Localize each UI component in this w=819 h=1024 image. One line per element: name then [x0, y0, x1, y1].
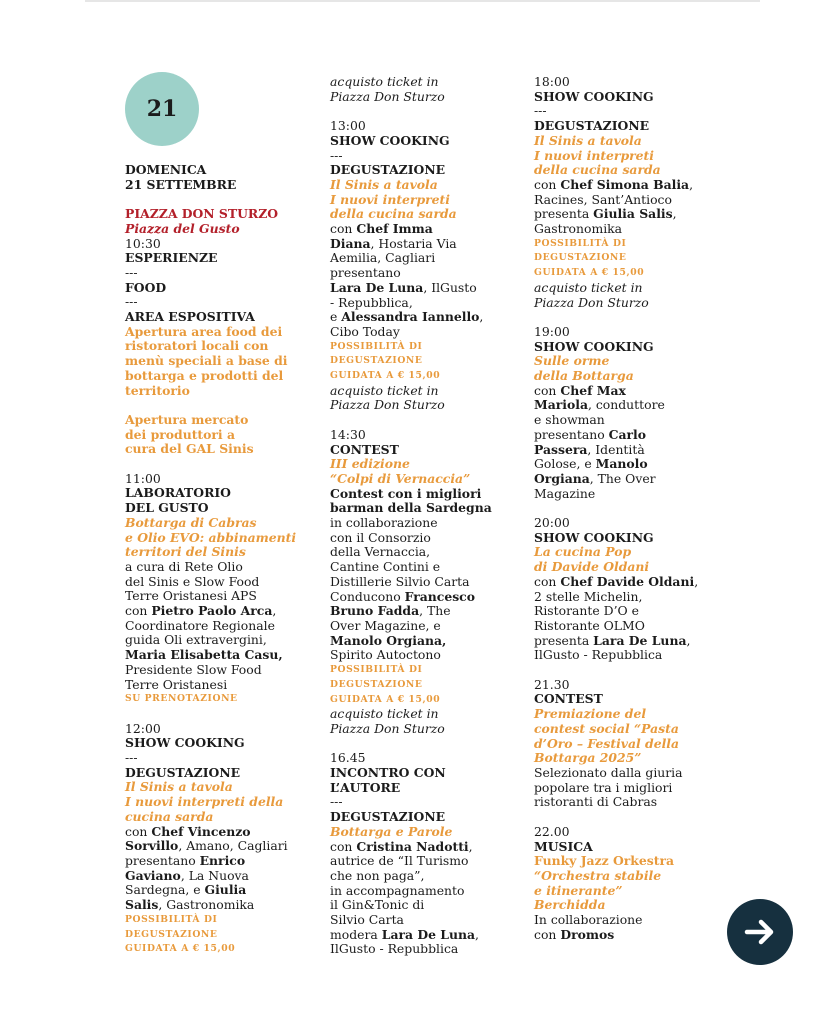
program-line — [330, 928, 520, 943]
program-line: DEL GUSTO — [125, 500, 209, 516]
text-segment: presentano — [534, 426, 609, 442]
program-line: autrice de “Il Turismo — [330, 853, 469, 869]
program-line — [534, 472, 734, 487]
program-line: Piazza Don Sturzo — [330, 88, 445, 104]
program-line: MUSICA — [534, 838, 593, 854]
program-line: In collaborazione — [534, 912, 643, 928]
program-line: 13:00 — [330, 118, 366, 134]
program-line: I nuovi interpreti — [534, 147, 654, 163]
program-line: 19:00 — [534, 323, 570, 339]
text-segment: , — [686, 632, 691, 648]
program-line: Il Sinis a tavola — [125, 779, 233, 795]
program-line: e Olio EVO: abbinamenti — [125, 529, 297, 545]
program-line: Gastronomika — [534, 221, 623, 237]
program-line: popolare tra i migliori — [534, 779, 673, 795]
program-line: III edizione — [330, 456, 410, 472]
program-line: dei produttori a — [125, 426, 235, 442]
program-column-1 — [125, 163, 310, 957]
text-segment: presenta — [534, 632, 594, 648]
text-segment: , — [672, 206, 677, 222]
text-segment: , Gastronomika — [158, 897, 255, 913]
program-line: Cantine Contini e — [330, 559, 441, 575]
bold-name: Chef Vincenzo — [151, 823, 251, 839]
bold-name: Manolo — [595, 456, 648, 472]
program-line: in accompagnamento — [330, 882, 465, 898]
text-segment: con — [534, 176, 561, 192]
program-line: DEGUSTAZIONE — [330, 809, 446, 825]
program-line — [330, 590, 520, 605]
program-line — [125, 869, 310, 884]
program-line: DEGUSTAZIONE — [330, 678, 423, 690]
program-line: SHOW COOKING — [330, 132, 450, 148]
program-line — [125, 839, 310, 854]
program-line: --- — [534, 103, 547, 119]
program-line — [534, 457, 734, 472]
text-segment: con — [125, 603, 152, 619]
program-line: bottarga e prodotti del — [125, 367, 284, 383]
spacer — [534, 501, 734, 516]
program-line: Ristorante D’O e — [534, 603, 639, 619]
program-line: POSSIBILITÀ DI — [330, 340, 423, 352]
program-line: SHOW COOKING — [534, 529, 654, 545]
program-line: barman della Sardegna — [330, 500, 492, 516]
program-line: Silvio Carta — [330, 912, 404, 928]
program-line: 16.45 — [330, 750, 366, 766]
program-line — [534, 443, 734, 458]
spacer — [125, 398, 310, 413]
program-line: acquisto ticket in — [330, 706, 439, 722]
program-line: POSSIBILITÀ DI — [330, 664, 423, 676]
program-line: “Colpi di Vernaccia” — [330, 470, 471, 486]
bold-name: Chef Imma — [356, 221, 433, 237]
day-number: 21 — [146, 96, 178, 122]
top-divider — [85, 0, 760, 2]
program-line: SHOW COOKING — [534, 88, 654, 104]
program-line: Piazza Don Sturzo — [330, 397, 445, 413]
program-line: DOMENICA — [125, 162, 207, 177]
text-segment: Golose, e — [534, 456, 596, 472]
program-line: acquisto ticket in — [534, 279, 643, 295]
program-line: 11:00 — [125, 470, 161, 486]
program-line: della cucina sarda — [330, 206, 457, 222]
program-line — [534, 398, 734, 413]
program-line: Over Magazine, e — [330, 617, 441, 633]
bold-name: Gaviano — [125, 867, 181, 883]
bold-name: Giulia — [204, 882, 247, 898]
program-line: Spirito Autoctono — [330, 647, 441, 663]
program-line: della Bottarga — [534, 368, 634, 384]
program-line: Piazza del Gusto — [125, 220, 240, 236]
spacer — [534, 310, 734, 325]
program-line: a cura di Rete Olio — [125, 558, 243, 574]
program-line — [125, 604, 310, 619]
program-line — [534, 207, 734, 222]
program-line: ristoranti di Cabras — [534, 794, 658, 810]
program-line: IlGusto - Repubblica — [330, 941, 459, 957]
program-line: 12:00 — [125, 720, 161, 736]
bold-name: Lara De Luna — [593, 632, 687, 648]
text-segment: , Hostaria Via — [370, 235, 457, 251]
program-line: Berchidda — [534, 897, 606, 913]
program-line: --- — [125, 264, 138, 280]
spacer — [125, 192, 310, 207]
bold-name: Passera — [534, 441, 588, 457]
program-line: - Repubblica, — [330, 294, 413, 310]
program-line — [330, 222, 520, 237]
program-line: d’Oro – Festival della — [534, 735, 680, 751]
program-line: GUIDATA A € 15,00 — [330, 370, 441, 382]
program-line: Selezionato dalla giuria — [534, 765, 683, 780]
text-segment: , Amano, Cagliari — [178, 838, 288, 854]
program-line: DEGUSTAZIONE — [125, 764, 241, 780]
program-line: acquisto ticket in — [330, 382, 439, 398]
program-line: Terre Oristanesi — [125, 676, 228, 692]
program-line: 21 SETTEMBRE — [125, 176, 237, 192]
program-line: CONTEST — [330, 441, 399, 457]
program-line — [125, 883, 310, 898]
text-segment: , — [694, 573, 699, 589]
program-line: Aemilia, Cagliari — [330, 250, 436, 266]
text-segment: modera — [330, 926, 382, 942]
program-line: Magazine — [534, 485, 596, 501]
text-segment: , — [689, 176, 694, 192]
program-line: --- — [125, 294, 138, 310]
program-line: ristoratori locali con — [125, 338, 269, 354]
program-line: Maria Elisabetta Casu, — [125, 647, 283, 663]
text-segment: presentano — [125, 852, 200, 868]
spacer — [330, 104, 520, 119]
bold-name: Pietro Paolo Arca — [151, 603, 273, 619]
program-line: ESPERIENZE — [125, 250, 218, 266]
program-line: LABORATORIO — [125, 485, 231, 501]
program-line: 20:00 — [534, 515, 570, 531]
program-line: Manolo Orgiana, — [330, 632, 447, 648]
bold-name: Chef Davide Oldani — [560, 573, 695, 589]
program-line — [330, 840, 520, 855]
program-line: di Davide Oldani — [534, 559, 650, 575]
text-segment: , Identità — [587, 441, 645, 457]
program-line: SHOW COOKING — [125, 735, 245, 751]
program-line — [330, 310, 520, 325]
program-line: della cucina sarda — [534, 162, 661, 178]
program-line: I nuovi interpreti — [330, 191, 450, 207]
program-line: cura del GAL Sinis — [125, 441, 254, 457]
program-line: Sulle orme — [534, 353, 610, 369]
program-line: Bottarga 2025” — [534, 750, 642, 766]
program-line: Coordinatore Regionale — [125, 617, 275, 633]
program-line: e itinerante” — [534, 882, 623, 898]
program-line: il Gin&Tonic di — [330, 897, 425, 913]
program-line: e showman — [534, 412, 605, 428]
program-line: Bottarga e Parole — [330, 823, 453, 839]
program-line: DEGUSTAZIONE — [534, 118, 650, 134]
program-line: SHOW COOKING — [534, 338, 654, 354]
bold-name: Orgiana — [534, 470, 590, 486]
program-line: presentano — [330, 265, 401, 281]
program-line: --- — [330, 794, 343, 810]
program-line: PIAZZA DON STURZO — [125, 206, 279, 222]
program-line: La cucina Pop — [534, 544, 632, 560]
program-line: Cibo Today — [330, 323, 400, 339]
program-line — [125, 825, 310, 840]
program-line: Bottarga di Cabras — [125, 514, 257, 530]
program-line: Funky Jazz Orkestra — [534, 853, 675, 869]
text-segment: con — [330, 221, 357, 237]
text-segment: , IlGusto — [423, 279, 477, 295]
program-line: territorio — [125, 382, 190, 398]
text-segment: Sardegna, e — [125, 882, 205, 898]
text-segment: , conduttore — [587, 397, 665, 413]
program-line: “Orchestra stabile — [534, 867, 662, 883]
bold-name: Lara De Luna — [381, 926, 476, 942]
program-line: FOOD — [125, 279, 167, 295]
bold-name: Diana — [330, 235, 371, 251]
program-line: Presidente Slow Food — [125, 661, 262, 677]
program-line: 18:00 — [534, 74, 570, 89]
program-line — [125, 898, 310, 913]
program-line: DEGUSTAZIONE — [125, 928, 218, 940]
text-segment: presenta — [534, 206, 594, 222]
bold-name: Mariola — [534, 397, 588, 413]
program-line — [534, 928, 734, 943]
program-line: della Vernaccia, — [330, 544, 431, 560]
program-line: 22.00 — [534, 823, 570, 839]
program-line — [534, 428, 734, 443]
program-line: POSSIBILITÀ DI — [125, 913, 218, 925]
program-line: Distillerie Silvio Carta — [330, 573, 470, 589]
bold-name: Lara De Luna — [330, 279, 424, 295]
bold-name: Salis — [125, 897, 159, 913]
program-line: --- — [125, 750, 138, 766]
program-line: del Sinis e Slow Food — [125, 573, 260, 589]
program-line: Contest con i migliori — [330, 485, 482, 501]
program-line — [330, 604, 520, 619]
bold-name: Alessandra Iannello — [341, 309, 480, 325]
program-line: GUIDATA A € 15,00 — [330, 693, 441, 705]
program-line: guida Oli extravergini, — [125, 632, 267, 648]
program-line: DEGUSTAZIONE — [330, 162, 446, 178]
text-segment: con — [534, 926, 561, 942]
program-line: DEGUSTAZIONE — [534, 252, 627, 264]
program-line: DEGUSTAZIONE — [330, 355, 423, 367]
text-segment: con — [330, 838, 357, 854]
program-line — [534, 575, 734, 590]
program-line: POSSIBILITÀ DI — [534, 237, 627, 249]
program-line: INCONTRO CON — [330, 765, 446, 780]
program-line: 10:30 — [125, 235, 161, 251]
text-segment: , — [468, 838, 473, 854]
text-segment: , — [479, 309, 484, 325]
text-segment: , The Over — [589, 470, 656, 486]
program-line — [534, 178, 734, 193]
program-line: Terre Oristanesi APS — [125, 588, 257, 604]
program-line: Apertura mercato — [125, 411, 249, 427]
spacer — [125, 707, 310, 722]
program-line: I nuovi interpreti della — [125, 794, 284, 810]
bold-name: Bruno Fadda — [330, 603, 420, 619]
program-line: cucina sarda — [125, 808, 214, 824]
program-line: Piazza Don Sturzo — [330, 720, 445, 736]
program-column-2 — [330, 75, 520, 957]
program-line: territori del Sinis — [125, 544, 246, 560]
program-line: AREA ESPOSITIVA — [125, 309, 255, 325]
program-line: IlGusto - Repubblica — [534, 647, 663, 663]
program-line: Piazza Don Sturzo — [534, 294, 649, 310]
program-line: menù speciali a base di — [125, 353, 288, 369]
day-badge — [125, 72, 199, 146]
program-line: Il Sinis a tavola — [330, 176, 438, 192]
text-segment: con — [534, 573, 561, 589]
text-segment: , The — [419, 603, 451, 619]
bold-name: Chef Simona Balia — [560, 176, 690, 192]
program-line: acquisto ticket in — [330, 74, 439, 89]
text-segment: con — [534, 382, 561, 398]
bold-name: Giulia Salis — [593, 206, 673, 222]
program-line: con il Consorzio — [330, 529, 431, 545]
program-line: SU PRENOTAZIONE — [125, 693, 238, 705]
bold-name: Cristina Nadotti — [356, 838, 469, 854]
spacer — [330, 737, 520, 752]
program-line: L’AUTORE — [330, 779, 401, 795]
program-line: --- — [330, 147, 343, 163]
arrow-right-icon — [742, 914, 778, 950]
program-line — [125, 854, 310, 869]
program-line: che non paga”, — [330, 867, 425, 883]
program-line: Apertura area food dei — [125, 323, 283, 339]
spacer — [534, 663, 734, 678]
spacer — [330, 413, 520, 428]
bold-name: Chef Max — [560, 382, 626, 398]
spacer — [534, 810, 734, 825]
program-line: 21.30 — [534, 676, 570, 692]
next-page-button[interactable] — [727, 899, 793, 965]
bold-name: Sorvillo — [125, 838, 179, 854]
program-line: GUIDATA A € 15,00 — [125, 943, 236, 955]
program-line: in collaborazione — [330, 515, 438, 531]
text-segment: con — [125, 823, 152, 839]
program-line: CONTEST — [534, 691, 603, 707]
program-line: GUIDATA A € 15,00 — [534, 267, 645, 279]
text-segment: Conducono — [330, 588, 405, 604]
program-line: Il Sinis a tavola — [534, 132, 642, 148]
text-segment: , — [272, 603, 277, 619]
program-line: 2 stelle Michelin, — [534, 588, 643, 604]
program-line: 14:30 — [330, 426, 366, 442]
program-line — [330, 237, 520, 252]
program-line — [330, 281, 520, 296]
program-line: Racines, Sant’Antioco — [534, 191, 672, 207]
program-line — [534, 634, 734, 649]
bold-name: Dromos — [560, 926, 615, 942]
bold-name: Enrico — [199, 852, 246, 868]
text-segment: , La Nuova — [180, 867, 249, 883]
program-column-3 — [534, 75, 734, 942]
program-line — [534, 384, 734, 399]
program-line: contest social “Pasta — [534, 720, 679, 736]
bold-name: Francesco — [404, 588, 475, 604]
program-line: Ristorante OLMO — [534, 617, 645, 633]
text-segment: e — [330, 309, 342, 325]
spacer — [125, 457, 310, 472]
bold-name: Carlo — [608, 426, 646, 442]
text-segment: , — [475, 926, 479, 942]
program-line: Premiazione del — [534, 706, 647, 722]
